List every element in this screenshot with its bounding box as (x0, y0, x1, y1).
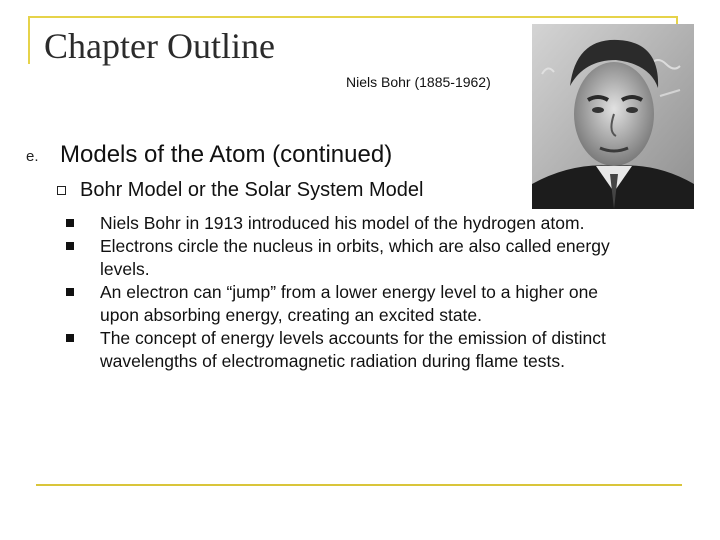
portrait-photo-image (532, 24, 694, 209)
section-marker: e. (26, 148, 39, 165)
bullet-text: Niels Bohr in 1913 introduced his model of the hydrogen atom. (100, 213, 585, 233)
frame-left-line (28, 16, 30, 64)
bullet-text: An electron can “jump” from a lower energy level to a higher one upon absorbing energy, creating an excited state. (100, 282, 599, 325)
list-item (66, 212, 636, 235)
square-bullet-icon (66, 242, 74, 250)
hollow-square-bullet-icon (57, 186, 66, 195)
list-item (66, 235, 636, 281)
square-bullet-icon (66, 219, 74, 227)
list-item (66, 327, 636, 373)
slide-title: Chapter Outline (44, 26, 275, 66)
square-bullet-icon (66, 334, 74, 342)
frame-bottom-line (36, 484, 682, 486)
frame-top-line (30, 16, 678, 18)
bullet-text: The concept of energy levels accounts for the emission of distinct wavelengths of electromagnetic radiation during flame tests. (100, 328, 606, 371)
bullet-list (66, 212, 636, 373)
list-item (66, 281, 636, 327)
square-bullet-icon (66, 288, 74, 296)
photo-caption: Niels Bohr (1885-1962) (346, 74, 491, 90)
subsection-heading: Bohr Model or the Solar System Model (80, 179, 424, 201)
section-heading: Models of the Atom (continued) (60, 141, 393, 168)
portrait-photo (532, 24, 694, 209)
bullet-text: Electrons circle the nucleus in orbits, which are also called energy levels. (100, 236, 610, 279)
